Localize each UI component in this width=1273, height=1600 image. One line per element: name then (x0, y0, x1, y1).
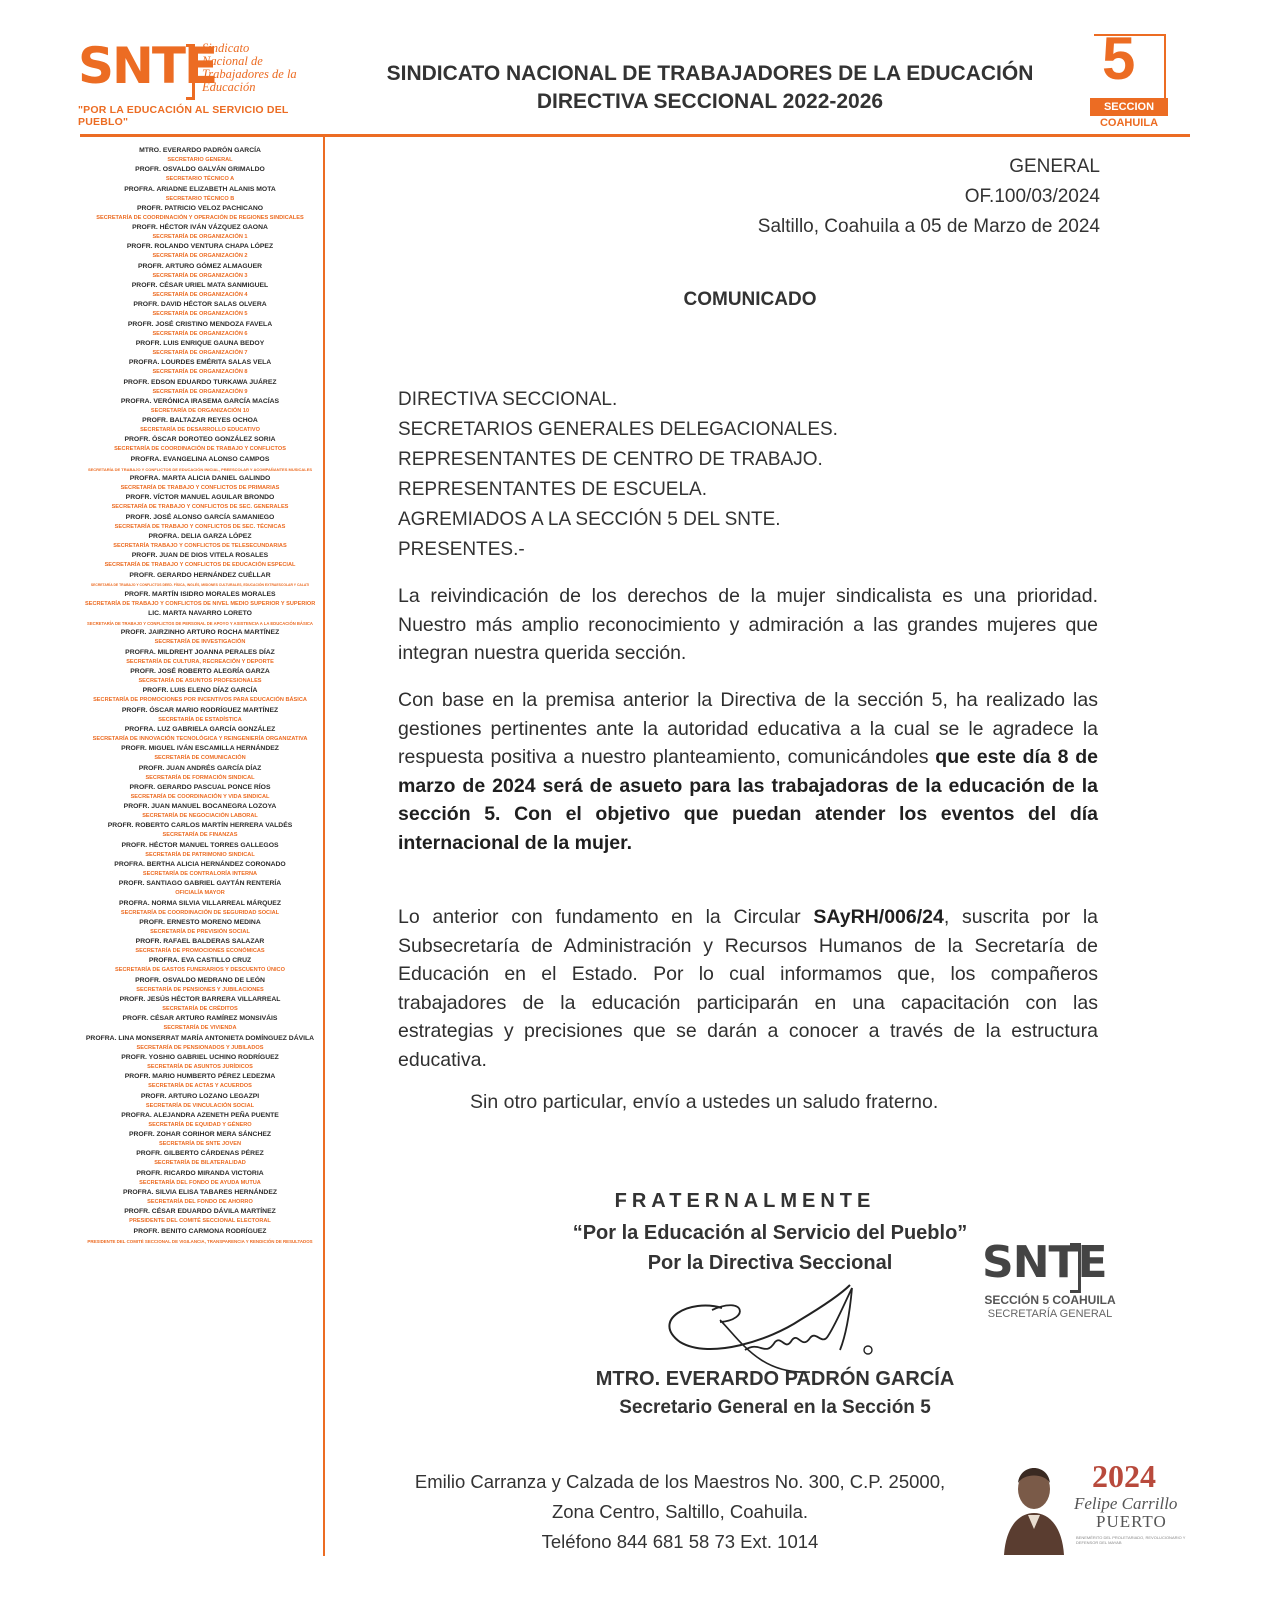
directory-member-role: SECRETARÍA DE DESARROLLO EDUCATIVO (140, 427, 260, 434)
paragraph-text: Con base en la premisa anterior la Directiva de la sección 5, ha realizado las gestiones pertinentes ante la autoridad educativa a la cual se le agradece la respuesta positiva a nuestro planteamiento, comunicándoles (398, 689, 1098, 769)
directory-member-name: PROFR. JUAN ANDRÉS GARCÍA DÍAZ (138, 764, 262, 772)
directory-member-name: PROFR. GERARDO PASCUAL PONCE RÍOS (129, 783, 271, 791)
directory-member-role: SECRETARÍA DE TRABAJO Y CONFLICTOS DEED. FÍSICA, INGLÉS, MISIONES CULTURALES, EDUCACIÓN EXTRAESCOLAR Y CALATI (90, 582, 310, 587)
directory-member-name: PROFR. ROBERTO CARLOS MARTÍN HERRERA VALDÉS (107, 822, 293, 830)
directory-member-name: LIC. MARTA NAVARRO LORETO (148, 610, 252, 618)
directory-entry (85, 1130, 315, 1149)
directory-member-name: PROFR. ROLANDO VENTURA CHAPA LÓPEZ (126, 243, 274, 251)
directory-entry (85, 281, 315, 300)
directory-member-role: SECRETARÍA DE CRÉDITOS (162, 1006, 238, 1013)
directory-entry (85, 358, 315, 377)
section-label: SECCION (1090, 98, 1168, 116)
directory-member-role: SECRETARÍA DE CONTRALORÍA INTERNA (142, 870, 258, 877)
directory-member-name: MTRO. EVERARDO PADRÓN GARCÍA (139, 147, 261, 154)
directory-member-role: SECRETARÍA DE ORGANIZACIÓN 5 (152, 311, 248, 318)
directory-member-role: SECRETARÍA DE ORGANIZACIÓN 3 (152, 272, 248, 279)
directory-entry (85, 416, 315, 435)
directory-member-role: SECRETARÍA TRABAJO Y CONFLICTOS DE TELESECUNDARIAS (113, 542, 287, 549)
directory-entry (85, 571, 315, 590)
directory-entry (85, 378, 315, 397)
logo-name-line: Trabajadores de la (202, 67, 297, 81)
directory-member-name: PROFR. ZOHAR CORIHOR MERA SÁNCHEZ (128, 1131, 272, 1139)
directory-entry (85, 1053, 315, 1072)
document-title: COMUNICADO (683, 289, 817, 310)
body-paragraph-2 (398, 686, 1098, 858)
directory-entry (85, 1149, 315, 1168)
logo-name-line: Educación (202, 80, 256, 94)
directory-entry (85, 802, 315, 821)
directory-member-name: PROFRA. VERÓNICA IRASEMA GARCÍA MACÍAS (120, 397, 280, 405)
directory-entry (85, 320, 315, 339)
logo-name-line: Sindicato (202, 41, 250, 55)
directory-entry (85, 764, 315, 783)
directory-member-role: SECRETARÍA DE INVESTIGACIÓN (154, 639, 246, 646)
directory-member-name: PROFRA. MILDREHT JOANNA PERALES DÍAZ (125, 648, 275, 656)
directory-member-role: SECRETARÍA DEL FONDO DE AHORRO (147, 1199, 253, 1206)
directory-member-name: PROFR. HÉCTOR IVÁN VÁZQUEZ GAONA (132, 224, 268, 232)
directory-member-role: SECRETARÍA DE GASTOS FUNERARIOS Y DESCUENTO ÚNICO (115, 967, 285, 974)
directory-member-role: SECRETARÍA DE ACTAS Y ACUERDOS (148, 1083, 252, 1090)
directory-member-role: SECRETARÍA DE ORGANIZACIÓN 2 (152, 253, 248, 260)
body-paragraph-3 (398, 903, 1098, 1075)
reference-date: Saltillo, Coahuila a 05 de Marzo de 2024 (757, 216, 1100, 237)
directory-member-name: PROFRA. SILVIA ELISA TABARES HERNÁNDEZ (122, 1189, 278, 1197)
directory-member-role: SECRETARÍA DE TRABAJO Y CONFLICTOS DE PRIMARIAS (120, 485, 280, 492)
address-phone: Teléfono 844 681 58 73 Ext. 1014 (541, 1531, 819, 1552)
directory-member-role: SECRETARÍA DE ESTADÍSTICA (158, 716, 242, 723)
directory-member-role: SECRETARÍA DE SNTE JOVEN (158, 1141, 242, 1148)
directory-member-role: SECRETARÍA DE TRABAJO Y CONFLICTOS DE EDUCACIÓN ESPECIAL (104, 562, 296, 569)
directory-entry (85, 435, 315, 454)
directory-entry (85, 1207, 315, 1226)
paragraph-bold-text: que este día 8 de marzo de 2024 será de asueto para las trabajadoras de la educación de la sección 5. Con el objetivo que puedan atender los eventos del día internacional de la mujer. (398, 746, 1098, 854)
recipient-line: REPRESENTANTES DE CENTRO DE TRABAJO. (398, 449, 823, 470)
signer-name: MTRO. EVERARDO PADRÓN GARCÍA (595, 1368, 955, 1390)
directory-entry (85, 706, 315, 725)
header-divider (80, 134, 1190, 137)
footer-address (360, 1467, 1000, 1557)
directory-entry (85, 242, 315, 261)
directory-entry (85, 204, 315, 223)
directory-member-role: SECRETARÍA DE ASUNTOS PROFESIONALES (138, 678, 262, 685)
directory-member-role: SECRETARÍA DE FORMACIÓN SINDICAL (145, 774, 255, 781)
snte-logo (78, 36, 328, 108)
signer-title: Secretario General en la Sección 5 (619, 1397, 931, 1418)
directory-member-name: PROFRA. EVANGELINA ALONSO CAMPOS (130, 455, 270, 463)
directory-member-role: SECRETARÍA DEL FONDO DE AYUDA MUTUA (139, 1179, 261, 1186)
directory-entry (85, 1188, 315, 1207)
directory-member-role: SECRETARÍA DE ORGANIZACIÓN 6 (152, 330, 248, 337)
directory-member-name: PROFR. RICARDO MIRANDA VICTORIA (136, 1169, 264, 1177)
logo-name-line: Nacional de (202, 54, 263, 68)
directory-entry (85, 648, 315, 667)
directory-entry (85, 841, 315, 860)
directory-entry (85, 1111, 315, 1130)
directory-entry (85, 532, 315, 551)
directory-entry (85, 744, 315, 763)
directory-entry (85, 821, 315, 840)
directory-entry (85, 667, 315, 686)
directory-entry (85, 995, 315, 1014)
directory-entry (85, 397, 315, 416)
directory-member-name: PROFRA. LINA MONSERRAT MARÍA ANTONIETA DOMÍNGUEZ DÁVILA (85, 1034, 315, 1042)
recipient-line: AGREMIADOS A LA SECCIÓN 5 DEL SNTE. (398, 509, 781, 530)
letterhead-title (340, 60, 1080, 116)
directory-entry (85, 860, 315, 879)
directory-member-name: PROFR. ARTURO GÓMEZ ALMAGUER (137, 262, 263, 270)
directory-member-name: PROFR. LUIS ELENO DÍAZ GARCÍA (142, 687, 258, 695)
directory-member-name: PROFR. JUAN DE DIOS VITELA ROSALES (131, 552, 269, 560)
directory-member-role: SECRETARÍA DE VINCULACIÓN SOCIAL (145, 1102, 255, 1109)
directory-member-role: SECRETARÍA DE BILATERALIDAD (154, 1160, 246, 1167)
directory-member-name: PROFRA. DELIA GARZA LÓPEZ (148, 532, 252, 540)
directory-member-name: PROFR. VÍCTOR MANUEL AGUILAR BRONDO (125, 494, 275, 502)
directory-entry (85, 937, 315, 956)
year-logo-name: Felipe Carrillo (1074, 1494, 1178, 1513)
directory-entry (85, 725, 315, 744)
directory-member-name: PROFRA. LUZ GABRIELA GARCÍA GONZÁLEZ (124, 725, 276, 733)
letterhead-title-line1: SINDICATO NACIONAL DE TRABAJADORES DE LA EDUCACIÓN (386, 62, 1034, 85)
directory-entry (85, 455, 315, 474)
directory-member-role: OFICIALÍA MAYOR (175, 890, 225, 897)
logo-motto: "POR LA EDUCACIÓN AL SERVICIO DEL PUEBLO" (78, 104, 289, 128)
directory-member-role: SECRETARIO TÉCNICO B (165, 195, 235, 202)
directory-entry (85, 1014, 315, 1033)
directory-entry (85, 223, 315, 242)
closing-line: Sin otro particular, envío a ustedes un saludo fraterno. (470, 1091, 939, 1113)
directory-member-name: PROFR. SANTIAGO GABRIEL GAYTÁN RENTERÍA (118, 880, 282, 888)
directory-list (85, 146, 315, 1246)
section-number: 5 (1102, 25, 1136, 92)
snte-logo-name (202, 42, 327, 94)
reference-number: OF.100/03/2024 (964, 186, 1100, 207)
directory-member-name: PROFR. GILBERTO CÁRDENAS PÉREZ (136, 1150, 264, 1158)
directory-member-name: PROFRA. EVA CASTILLO CRUZ (148, 957, 252, 965)
directory-member-name: PROFRA. ALEJANDRA AZENETH PEÑA PUENTE (121, 1111, 279, 1119)
directory-member-role: SECRETARÍA DE ORGANIZACIÓN 1 (152, 234, 248, 241)
directory-member-name: PROFR. BALTAZAR REYES OCHOA (142, 417, 258, 425)
directory-entry (85, 1227, 315, 1246)
directory-member-name: PROFR. RAFAEL BALDERAS SALAZAR (135, 938, 265, 946)
directory-member-role: SECRETARÍA DE TRABAJO Y CONFLICTOS DE SEC. TÉCNICAS (114, 523, 286, 530)
directory-member-name: PROFR. PATRICIO VELOZ PACHICANO (136, 204, 264, 212)
directory-entry (85, 783, 315, 802)
stamp-section: SECCIÓN 5 COAHUILA (984, 1293, 1116, 1307)
directory-member-name: PROFR. OSVALDO MEDRANO DE LEÓN (135, 976, 265, 984)
directory-member-name: PROFR. CÉSAR URIEL MATA SANMIGUEL (131, 282, 269, 290)
recipient-line: SECRETARIOS GENERALES DELEGACIONALES. (398, 419, 838, 440)
directory-entry (85, 686, 315, 705)
paragraph-text: , suscrita por la Subsecretaría de Administración y Recursos Humanos de la Secretaría de Educación en el Estado. Por lo cual informamos que, los compañeros trabajadores de la educación participarán en una capacitación con las estrategias y precisiones que se darán a conocer a través de la estructura educativa. (398, 906, 1098, 1071)
directory-member-name: PROFR. ARTURO LOZANO LEGAZPI (140, 1092, 260, 1100)
directory-entry (85, 551, 315, 570)
section-5-logo (1090, 25, 1168, 132)
directory-member-role: SECRETARÍA DE FINANZAS (162, 832, 238, 839)
directory-entry (85, 165, 315, 184)
directory-member-role: PRESIDENTE DEL COMITÉ SECCIONAL DE VIGILANCIA, TRANSPARENCIA Y RENDICIÓN DE RESULTADOS (87, 1238, 313, 1244)
directory-member-role: SECRETARÍA DE TRABAJO Y CONFLICTOS DE SEC. GENERALES (111, 504, 289, 511)
directory-member-role: SECRETARÍA DE ORGANIZACIÓN 7 (152, 349, 248, 356)
address-line-2: Zona Centro, Saltillo, Coahuila. (551, 1501, 809, 1522)
letterhead-title-line2: DIRECTIVA SECCIONAL 2022-2026 (536, 90, 884, 113)
directory-member-name: PROFR. DAVID HÉCTOR SALAS OLVERA (133, 301, 267, 309)
year-2024-logo (1000, 1455, 1200, 1555)
stamp-bracket (1070, 1243, 1081, 1293)
stamp-office: SECRETARÍA GENERAL (987, 1308, 1113, 1320)
directory-member-name: PROFRA. ARIADNE ELIZABETH ALANIS MOTA (124, 185, 276, 193)
address-line-1: Emilio Carranza y Calzada de los Maestros No. 300, C.P. 25000, (414, 1471, 946, 1492)
directory-member-name: PROFRA. MARTA ALICIA DANIEL GALINDO (129, 475, 271, 483)
directory-member-role: SECRETARÍA DE PENSIONADOS Y JUBILADOS (136, 1044, 264, 1051)
directory-member-name: PROFR. JOSÉ ALONSO GARCÍA SAMANIEGO (125, 513, 275, 521)
directory-member-name: PROFRA. BERTHA ALICIA HERNÁNDEZ CORONADO (114, 860, 286, 868)
directory-member-role: SECRETARÍA DE VIVIENDA (163, 1025, 237, 1032)
directory-member-name: PROFR. JOSÉ ROBERTO ALEGRÍA GARZA (130, 668, 270, 676)
directory-member-name: PROFR. ERNESTO MORENO MEDINA (139, 918, 261, 926)
directory-member-role: SECRETARÍA DE TRABAJO Y CONFLICTOS DE EDUCACIÓN INICIAL, PREESCOLAR Y ACOMPAÑANTES MUSICALES (87, 466, 313, 472)
recipient-line: REPRESENTANTES DE ESCUELA. (398, 479, 708, 500)
directory-member-name: PROFR. JESÚS HÉCTOR BARRERA VILLARREAL (119, 996, 281, 1004)
directory-member-role: SECRETARÍA DE TRABAJO Y CONFLICTOS DE PERSONAL DE APOYO Y ASISTENCIA A LA EDUCACIÓN BÁSICA (87, 621, 313, 627)
stamp-letters: SNTE (982, 1237, 1107, 1288)
directory-member-name: PROFR. YOSHIO GABRIEL UCHINO RODRÍGUEZ (121, 1053, 279, 1061)
directory-member-name: PROFR. EDSON EDUARDO TURKAWA JUÁREZ (123, 378, 277, 386)
directory-member-name: PROFR. HÉCTOR MANUEL TORRES GALLEGOS (121, 841, 279, 849)
directory-entry (85, 628, 315, 647)
directory-member-role: SECRETARÍA DE ORGANIZACIÓN 10 (150, 407, 250, 414)
directory-member-role: SECRETARÍA DE PROMOCIONES POR INCENTIVOS PARA EDUCACIÓN BÁSICA (93, 697, 307, 704)
directory-member-role: SECRETARÍA DE ASUNTOS JURÍDICOS (147, 1063, 253, 1070)
directory-member-name: PROFR. OSVALDO GALVÁN GRIMALDO (135, 166, 265, 174)
directory-member-name: PROFR. JAIRZINHO ARTURO ROCHA MARTÍNEZ (120, 629, 280, 637)
directory-entry (85, 1169, 315, 1188)
directory-member-name: PROFRA. LOURDES EMÉRITA SALAS VELA (128, 359, 272, 367)
paragraph-text: Lo anterior con fundamento en la Circular (398, 906, 814, 928)
directory-member-role: SECRETARÍA DE COMUNICACIÓN (154, 755, 246, 762)
directory-member-name: PROFR. GERARDO HERNÁNDEZ CUÉLLAR (129, 571, 271, 579)
directory-entry (85, 339, 315, 358)
year-logo-year: 2024 (1092, 1458, 1156, 1494)
directory-member-role: SECRETARÍA DE PROMOCIONES ECONÓMICAS (135, 948, 265, 955)
directory-member-name: PROFR. CÉSAR EDUARDO DÁVILA MARTÍNEZ (124, 1208, 276, 1216)
official-stamp (970, 1237, 1130, 1337)
document-reference (600, 152, 1100, 242)
directory-member-name: PROFR. ÓSCAR MARIO RODRÍGUEZ MARTÍNEZ (121, 706, 279, 714)
signoff-motto: “Por la Educación al Servicio del Pueblo” (572, 1222, 968, 1244)
directory-entry (85, 956, 315, 975)
directory-member-role: SECRETARÍA DE TRABAJO Y CONFLICTOS DE NIVEL MEDIO SUPERIOR Y SUPERIOR (85, 600, 316, 607)
directory-entry (85, 300, 315, 319)
directory-entry (85, 185, 315, 204)
directory-member-role: SECRETARÍA DE PATRIMONIO SINDICAL (145, 851, 255, 858)
directory-entry (85, 976, 315, 995)
circular-reference: SAyRH/006/24 (813, 906, 944, 928)
directory-member-role: SECRETARÍA DE CULTURA, RECREACIÓN Y DEPORTE (126, 658, 274, 665)
directory-entry (85, 474, 315, 493)
directory-entry (85, 493, 315, 512)
directory-member-name: PROFR. JOSÉ CRISTINO MENDOZA FAVELA (127, 320, 273, 328)
year-logo-surname: PUERTO (1096, 1512, 1167, 1531)
directory-entry (85, 879, 315, 898)
directory-entry (85, 146, 315, 165)
directory-member-role: SECRETARIO GENERAL (167, 157, 233, 163)
directory-member-name: PROFR. BENITO CARMONA RODRÍGUEZ (133, 1227, 267, 1235)
body-paragraph-1: La reivindicación de los derechos de la mujer sindicalista es una prioridad. Nuestro más amplio reconocimiento y admiración a las grandes mujeres que integran nuestra querida sección. (398, 585, 1098, 665)
recipient-line: DIRECTIVA SECCIONAL. (398, 389, 618, 410)
directory-member-name: PROFR. MARIO HUMBERTO PÉREZ LEDEZMA (124, 1073, 276, 1081)
directory-member-role: SECRETARÍA DE PENSIONES Y JUBILACIONES (136, 986, 264, 993)
directory-member-name: PROFR. MIGUEL IVÁN ESCAMILLA HERNÁNDEZ (121, 745, 279, 753)
directory-entry (85, 609, 315, 628)
directory-member-name: PROFR. ÓSCAR DOROTEO GONZÁLEZ SORIA (124, 436, 276, 444)
directory-entry (85, 1034, 315, 1053)
section-state: COAHUILA (1099, 117, 1159, 129)
directory-member-role: SECRETARÍA DE EQUIDAD Y GÉNERO (148, 1121, 252, 1128)
directory-entry (85, 1092, 315, 1111)
directory-entry (85, 590, 315, 609)
portrait-icon (1000, 1455, 1068, 1555)
recipients-list (398, 385, 1098, 565)
snte-logo-letters: SNTE (78, 37, 217, 95)
directory-member-name: PROFRA. NORMA SILVIA VILLARREAL MÁRQUEZ (119, 899, 281, 907)
directory-entry (85, 918, 315, 937)
signoff-fraternally: FRATERNALMENTE (614, 1190, 876, 1212)
recipient-line: PRESENTES.- (398, 539, 525, 560)
directory-member-role: SECRETARÍA DE ORGANIZACIÓN 9 (152, 388, 248, 395)
directory-member-role: PRESIDENTE DEL COMITÉ SECCIONAL ELECTORAL (129, 1218, 271, 1225)
directory-member-role: SECRETARÍA DE ORGANIZACIÓN 4 (152, 292, 248, 299)
sidebar-divider (323, 136, 325, 1556)
directory-member-role: SECRETARÍA DE PREVISIÓN SOCIAL (150, 928, 250, 935)
snte-logo-bracket (186, 44, 195, 100)
directory-member-name: PROFR. LUIS ENRIQUE GAUNA BEDOY (135, 339, 265, 347)
directory-entry (85, 262, 315, 281)
directory-member-role: SECRETARÍA DE COORDINACIÓN Y VIDA SINDICAL (130, 793, 270, 800)
year-logo-note: BENEMÉRITO DEL PROLETARIADO, REVOLUCIONARIO Y DEFENSOR DEL MAYAB (1076, 1535, 1186, 1545)
directory-member-role: SECRETARÍA DE COORDINACIÓN DE SEGURIDAD SOCIAL (120, 909, 280, 916)
directory-member-name: PROFR. JUAN MANUEL BOCANEGRA LOZOYA (123, 803, 277, 811)
directory-member-role: SECRETARÍA DE ORGANIZACIÓN 8 (152, 369, 248, 376)
directory-member-role: SECRETARIO TÉCNICO A (165, 176, 235, 183)
directory-member-role: SECRETARÍA DE INNOVACIÓN TECNOLÓGICA Y REINGENIERÍA ORGANIZATIVA (92, 735, 308, 742)
directory-member-role: SECRETARÍA DE COORDINACIÓN Y OPERACIÓN DE REGIONES SINDICALES (96, 214, 304, 221)
signoff-directiva: Por la Directiva Seccional (647, 1252, 893, 1274)
directory-member-role: SECRETARÍA DE NEGOCIACIÓN LABORAL (142, 813, 258, 820)
reference-office: GENERAL (1009, 156, 1100, 177)
directory-member-role: SECRETARÍA DE COORDINACIÓN DE TRABAJO Y CONFLICTOS (114, 446, 286, 453)
directory-member-name: PROFR. MARTÍN ISIDRO MORALES MORALES (124, 590, 276, 598)
directory-member-name: PROFR. CÉSAR ARTURO RAMÍREZ MONSIVÁIS (122, 1015, 278, 1023)
directory-entry (85, 1072, 315, 1091)
directory-entry (85, 899, 315, 918)
directory-entry (85, 513, 315, 532)
